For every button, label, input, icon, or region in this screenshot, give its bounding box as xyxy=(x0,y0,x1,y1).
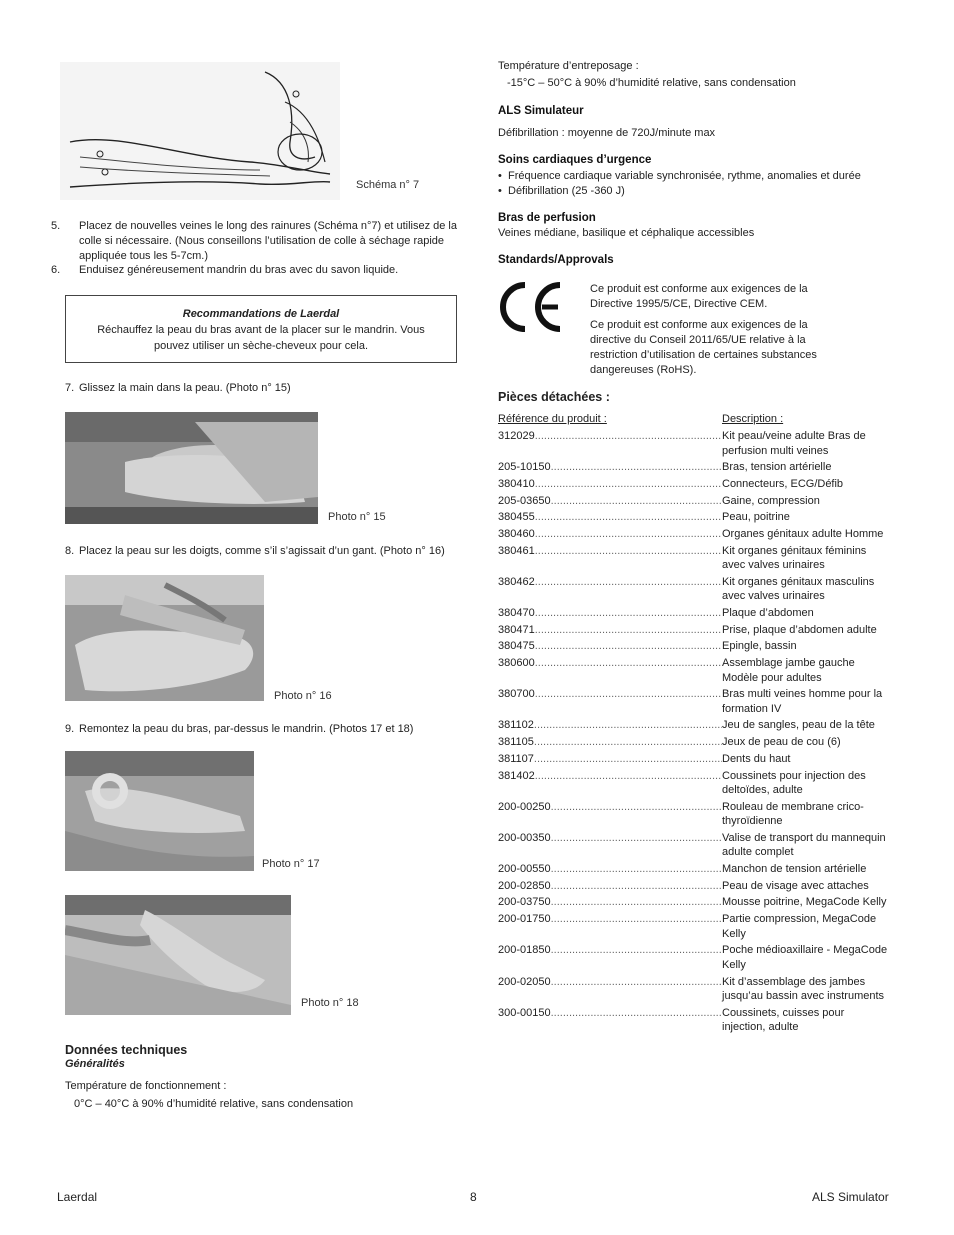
leader-dots xyxy=(535,544,722,573)
part-desc: Coussinets pour injection des deltoïdes, adulte xyxy=(722,769,866,796)
table-row xyxy=(498,623,890,638)
part-ref: 381402 xyxy=(498,769,535,782)
step-text: Placez de nouvelles veines le long des rainures (Schéma n°7) et utilisez de la colle si nécessaire. (Nous conseillons l’utilisation de colle à séchage rapide appliquée tous les 5-7cm.) xyxy=(79,220,457,262)
table-row xyxy=(498,510,890,525)
step-7 xyxy=(65,381,291,396)
ce-mark-logo xyxy=(498,281,566,333)
bras-title: Bras de perfusion xyxy=(498,212,596,224)
leader-dots xyxy=(534,718,722,733)
pieces-title: Pièces détachées : xyxy=(498,390,610,404)
page-number: 8 xyxy=(470,1190,477,1204)
part-ref: 380410 xyxy=(498,477,535,490)
part-desc: Kit organes génitaux féminins avec valves urinaires xyxy=(722,544,867,572)
leader-dots xyxy=(534,735,722,750)
leader-dots xyxy=(551,943,722,972)
part-ref: 380600 xyxy=(498,657,535,670)
part-ref-cell xyxy=(498,494,722,509)
part-desc: Peau de visage avec attaches xyxy=(722,879,869,892)
table-row xyxy=(498,718,890,733)
part-ref-cell xyxy=(498,895,722,910)
table-row xyxy=(498,769,890,798)
part-ref: 380460 xyxy=(498,527,535,540)
part-desc: Connecteurs, ECG/Défib xyxy=(722,477,844,490)
table-row xyxy=(498,943,890,972)
part-ref: 205-10150 xyxy=(498,461,551,474)
part-desc: Kit d’assemblage des jambes jusqu’au bassin avec instruments xyxy=(722,975,885,1002)
storage-temp-value: -15°C – 50°C à 90% d’humidité relative, sans condensation xyxy=(507,77,796,89)
general-subtitle: Généralités xyxy=(65,1058,125,1070)
bras-text: Veines médiane, basilique et céphalique accessibles xyxy=(498,227,755,239)
part-desc: Partie compression, MegaCode Kelly xyxy=(722,913,877,940)
soins-item xyxy=(498,169,861,184)
part-ref-cell xyxy=(498,544,722,573)
part-desc: Peau, poitrine xyxy=(722,511,790,524)
part-ref-cell xyxy=(498,477,722,492)
leader-dots xyxy=(551,879,722,894)
leader-dots xyxy=(535,639,722,654)
photo-16-caption: Photo n° 16 xyxy=(274,690,332,702)
recommendation-box xyxy=(65,295,457,363)
part-desc: Gaine, compression xyxy=(722,494,820,507)
table-row xyxy=(498,575,890,604)
table-row xyxy=(498,429,890,458)
leader-dots xyxy=(535,429,722,458)
step-5 xyxy=(51,219,464,264)
table-row xyxy=(498,639,890,654)
part-ref-cell xyxy=(498,460,722,475)
table-row xyxy=(498,879,890,894)
standards-title: Standards/Approvals xyxy=(498,254,614,266)
table-row xyxy=(498,656,890,685)
photo-17-caption: Photo n° 17 xyxy=(262,858,320,870)
table-row xyxy=(498,975,890,1004)
table-row xyxy=(498,912,890,941)
table-row xyxy=(498,606,890,621)
part-ref-cell xyxy=(498,912,722,941)
table-row xyxy=(498,527,890,542)
part-ref: 381105 xyxy=(498,736,534,749)
part-ref: 380471 xyxy=(498,623,535,636)
step-number: 7. xyxy=(65,382,75,394)
table-row xyxy=(498,800,890,829)
part-ref-cell xyxy=(498,606,722,621)
part-ref: 200-00350 xyxy=(498,831,551,844)
part-ref: 200-02850 xyxy=(498,879,551,892)
part-ref: 380475 xyxy=(498,640,535,653)
leader-dots xyxy=(551,895,722,910)
footer-brand: Laerdal xyxy=(57,1190,98,1204)
part-ref: 200-01750 xyxy=(498,913,551,926)
photo-15-image xyxy=(65,412,318,524)
step-text: Enduisez généreusement mandrin du bras avec du savon liquide. xyxy=(79,264,399,276)
leader-dots xyxy=(535,623,722,638)
bullet-icon xyxy=(498,170,508,182)
step-text: Remontez la peau du bras, par-dessus le mandrin. (Photos 17 et 18) xyxy=(79,723,414,735)
parts-rows xyxy=(498,429,890,1035)
soins-item-text: Défibrillation (25 -360 J) xyxy=(508,185,625,197)
part-ref-cell xyxy=(498,735,722,750)
schema-7-caption: Schéma n° 7 xyxy=(356,179,420,191)
tech-data-title: Données techniques xyxy=(65,1043,188,1057)
part-desc: Bras multi veines homme pour la formation IV xyxy=(722,688,883,715)
part-ref: 381107 xyxy=(498,752,534,765)
table-row xyxy=(498,752,890,767)
leader-dots xyxy=(551,800,722,829)
part-ref: 380470 xyxy=(498,607,535,619)
part-desc: Valise de transport du mannequin adulte complet xyxy=(722,831,886,859)
col-ref-header: Référence du produit : xyxy=(498,413,607,425)
part-desc: Manchon de tension artérielle xyxy=(722,863,867,876)
bullet-icon xyxy=(498,185,508,197)
photo-15-caption: Photo n° 15 xyxy=(328,511,386,523)
photo-18-image xyxy=(65,895,291,1015)
part-ref: 380700 xyxy=(498,688,535,701)
part-ref-cell xyxy=(498,752,722,767)
soins-item xyxy=(498,184,625,199)
part-ref: 380455 xyxy=(498,511,535,524)
leader-dots xyxy=(535,656,722,685)
table-row xyxy=(498,544,890,573)
part-ref-cell xyxy=(498,769,722,798)
part-ref-cell xyxy=(498,639,722,654)
table-row xyxy=(498,862,890,877)
storage-temp-label: Température d’entreposage : xyxy=(498,60,639,72)
step-8 xyxy=(65,544,445,559)
part-ref-cell xyxy=(498,800,722,829)
part-desc: Organes génitaux adulte Homme xyxy=(722,527,884,540)
part-desc: Rouleau de membrane crico- thyroïdienne xyxy=(722,800,864,828)
part-ref: 200-03750 xyxy=(498,896,551,909)
parts-table-header xyxy=(498,413,890,429)
part-desc: Bras, tension artérielle xyxy=(722,461,832,474)
ce-text-1: Ce produit est conforme aux exigences de la Directive 1995/5/CE, Directive CEM. xyxy=(590,283,808,310)
part-desc: Coussinets, cuisses pour injection, adulte xyxy=(722,1006,845,1034)
part-desc: Jeu de sangles, peau de la tête xyxy=(722,719,875,732)
photo-18-caption: Photo n° 18 xyxy=(301,997,359,1009)
col-desc-header: Description : xyxy=(722,413,784,425)
part-ref: 312029 xyxy=(498,430,535,442)
step-number: 9. xyxy=(65,723,75,735)
soins-item-text: Fréquence cardiaque variable synchronisée, rythme, anomalies et durée xyxy=(508,170,861,182)
part-ref-cell xyxy=(498,687,722,716)
part-ref: 200-02050 xyxy=(498,975,551,988)
part-desc: Mousse poitrine, MegaCode Kelly xyxy=(722,896,887,909)
step-number: 8. xyxy=(65,545,75,557)
step-text: Placez la peau sur les doigts, comme s’il s’agissait d’un gant. (Photo n° 16) xyxy=(79,545,445,557)
part-ref-cell xyxy=(498,831,722,860)
part-desc: Epingle, bassin xyxy=(722,640,797,653)
als-title: ALS Simulateur xyxy=(498,105,584,117)
part-ref: 200-00250 xyxy=(498,800,551,813)
step-text: Glissez la main dans la peau. (Photo n° 15) xyxy=(79,382,291,394)
step-9 xyxy=(65,722,413,737)
part-ref: 200-00550 xyxy=(498,863,551,876)
leader-dots xyxy=(551,1006,722,1035)
step-number: 6. xyxy=(51,264,61,276)
part-desc: Dents du haut xyxy=(722,752,791,765)
table-row xyxy=(498,735,890,750)
recommendation-title: Recommandations de Laerdal xyxy=(182,308,340,320)
table-row xyxy=(498,477,890,492)
part-ref-cell xyxy=(498,510,722,525)
leader-dots xyxy=(551,975,722,1004)
part-ref: 300-00150 xyxy=(498,1006,551,1019)
part-ref: 205-03650 xyxy=(498,494,551,507)
part-ref: 380462 xyxy=(498,575,535,588)
table-row xyxy=(498,460,890,475)
leader-dots xyxy=(535,575,722,604)
part-desc: Kit organes génitaux masculins avec valves urinaires xyxy=(722,575,875,603)
schema-7-arm-drawing xyxy=(60,62,340,200)
part-desc: Poche médioaxillaire - MegaCode Kelly xyxy=(722,944,888,971)
table-row xyxy=(498,895,890,910)
recommendation-text: Réchauffez la peau du bras avant de la placer sur le mandrin. Vous pouvez utiliser un sèche-cheveux pour cela. xyxy=(97,324,425,352)
step-6 xyxy=(51,263,464,278)
photo-17-image xyxy=(65,751,254,871)
part-desc: Prise, plaque d’abdomen adulte xyxy=(722,623,877,636)
part-ref-cell xyxy=(498,429,722,458)
operating-temp-value: 0°C – 40°C à 90% d’humidité relative, sans condensation xyxy=(74,1098,354,1110)
footer-product: ALS Simulator xyxy=(812,1190,889,1204)
part-ref-cell xyxy=(498,718,722,733)
photo-16-image xyxy=(65,575,264,701)
operating-temp-label: Température de fonctionnement : xyxy=(65,1080,227,1092)
leader-dots xyxy=(534,752,722,767)
leader-dots xyxy=(535,606,722,621)
part-ref-cell xyxy=(498,623,722,638)
table-row xyxy=(498,687,890,716)
leader-dots xyxy=(535,527,722,542)
parts-table xyxy=(498,413,890,1037)
leader-dots xyxy=(551,831,722,860)
part-desc: Plaque d’abdomen xyxy=(722,607,814,619)
als-text: Défibrillation : moyenne de 720J/minute max xyxy=(498,127,716,139)
part-ref: 381102 xyxy=(498,719,534,732)
part-ref: 200-01850 xyxy=(498,944,551,957)
part-desc: Jeux de peau de cou (6) xyxy=(722,736,841,749)
leader-dots xyxy=(535,477,722,492)
table-row xyxy=(498,494,890,509)
part-ref-cell xyxy=(498,575,722,604)
step-number: 5. xyxy=(51,220,61,232)
table-row xyxy=(498,831,890,860)
leader-dots xyxy=(535,510,722,525)
part-ref-cell xyxy=(498,862,722,877)
leader-dots xyxy=(551,494,722,509)
part-ref-cell xyxy=(498,879,722,894)
table-row xyxy=(498,1006,890,1035)
part-desc: Assemblage jambe gauche Modèle pour adultes xyxy=(722,657,855,684)
leader-dots xyxy=(535,769,722,798)
part-desc: Kit peau/veine adulte Bras de perfusion multi veines xyxy=(722,430,866,457)
part-ref-cell xyxy=(498,1006,722,1035)
part-ref-cell xyxy=(498,975,722,1004)
leader-dots xyxy=(535,687,722,716)
leader-dots xyxy=(551,460,722,475)
ce-text-2: Ce produit est conforme aux exigences de la directive du Conseil 2011/65/UE relative à la restriction d’utilisation de certaines substances dangereuses (RoHS). xyxy=(590,319,817,376)
part-ref-cell xyxy=(498,527,722,542)
leader-dots xyxy=(551,912,722,941)
soins-title: Soins cardiaques d’urgence xyxy=(498,154,652,166)
part-ref: 380461 xyxy=(498,544,535,557)
leader-dots xyxy=(551,862,722,877)
part-ref-cell xyxy=(498,943,722,972)
part-ref-cell xyxy=(498,656,722,685)
